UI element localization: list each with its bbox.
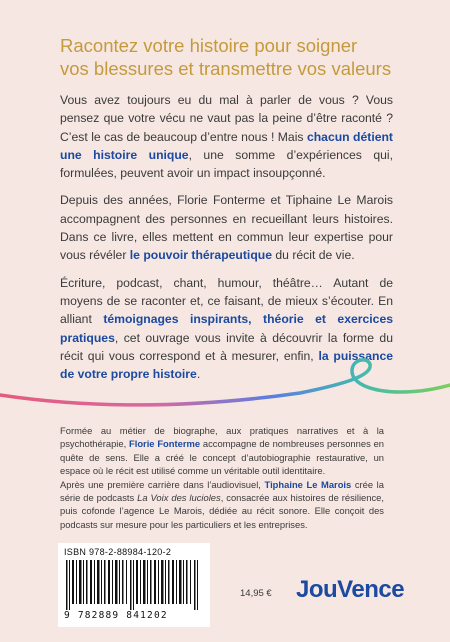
headline-line-2: vos blessures et transmettre vos valeurs xyxy=(60,58,392,79)
text: . xyxy=(196,367,201,382)
barcode-bars xyxy=(64,560,204,610)
headline-line-1: Racontez votre histoire pour soigner xyxy=(60,35,358,56)
text: du récit de vie. xyxy=(272,248,355,263)
emphasis: la puissance de votre propre histoire xyxy=(60,348,393,382)
text: Écriture, podcast, chant, humour, théâtre… Autant de moyens de se raconter et, ce faisant, de mieux s’écouter. En alliant xyxy=(60,275,393,327)
price: 14,95 € xyxy=(240,588,272,599)
text: Vous avez toujours eu du mal à parler de vous ? Vous pensez que votre vécu ne vaut pas la peine d’être raconté ? C’est le cas de beaucoup d’entre nous ! Mais xyxy=(60,93,393,144)
barcode-number: 9 782889 841202 xyxy=(64,610,168,621)
text: , consacrée aux histoires de résilience, puis cofonde l’agence Le Marois, dédiée au récit sonore. Elle conçoit des podcasts sur mesure pour les particuliers et les entreprises. xyxy=(60,492,384,530)
barcode xyxy=(58,543,210,627)
text: Après une première carrière dans l’audiovisuel, xyxy=(60,478,265,490)
bio-paragraph-1 xyxy=(60,424,384,478)
author-name: Tiphaine Le Marois xyxy=(264,478,352,490)
text: Depuis des années, Florie Fonterme et Tiphaine Le Marois accompagnent des personnes en recueillant leurs histoires. Dans ce livre, elles mettent en commun leur expertise pour vous révéler xyxy=(60,193,393,263)
blurb xyxy=(60,91,393,392)
headline xyxy=(60,34,410,80)
blurb-paragraph-2 xyxy=(60,191,393,264)
publisher-logo: JouVence xyxy=(296,576,405,603)
text: crée la série de podcasts xyxy=(60,478,384,504)
text: , cet ouvrage vous invite à découvrir la forme du récit qui vous correspond et à mesurer, enfin, xyxy=(60,330,393,363)
emphasis: chacun détient une histoire unique xyxy=(60,129,393,162)
text: Formée au métier de biographe, aux pratiques narratives et à la psychothérapie, xyxy=(60,425,384,450)
author-name: Florie Fonterme xyxy=(129,438,201,450)
author-bios xyxy=(60,424,384,531)
decorative-swirl-line xyxy=(0,355,450,425)
podcast-title: La Voix des lucioles xyxy=(137,492,221,504)
emphasis: le pouvoir thérapeutique xyxy=(129,248,272,263)
isbn-label: ISBN 978-2-88984-120-2 xyxy=(64,547,172,557)
text: accompagne de nombreuses personnes en quête de sens. Elle a créé le concept d’autobiographie restaurative, un espace où le récit est utilisé comme un véritable outil identitaire. xyxy=(60,438,384,477)
text: , une somme d’expériences qui, formulées, peuvent avoir un impact insoupçonné. xyxy=(60,147,393,181)
emphasis: témoignages inspirants, théorie et exercices pratiques xyxy=(60,312,394,345)
blurb-paragraph-1 xyxy=(60,91,393,182)
bio-paragraph-2 xyxy=(60,478,384,532)
